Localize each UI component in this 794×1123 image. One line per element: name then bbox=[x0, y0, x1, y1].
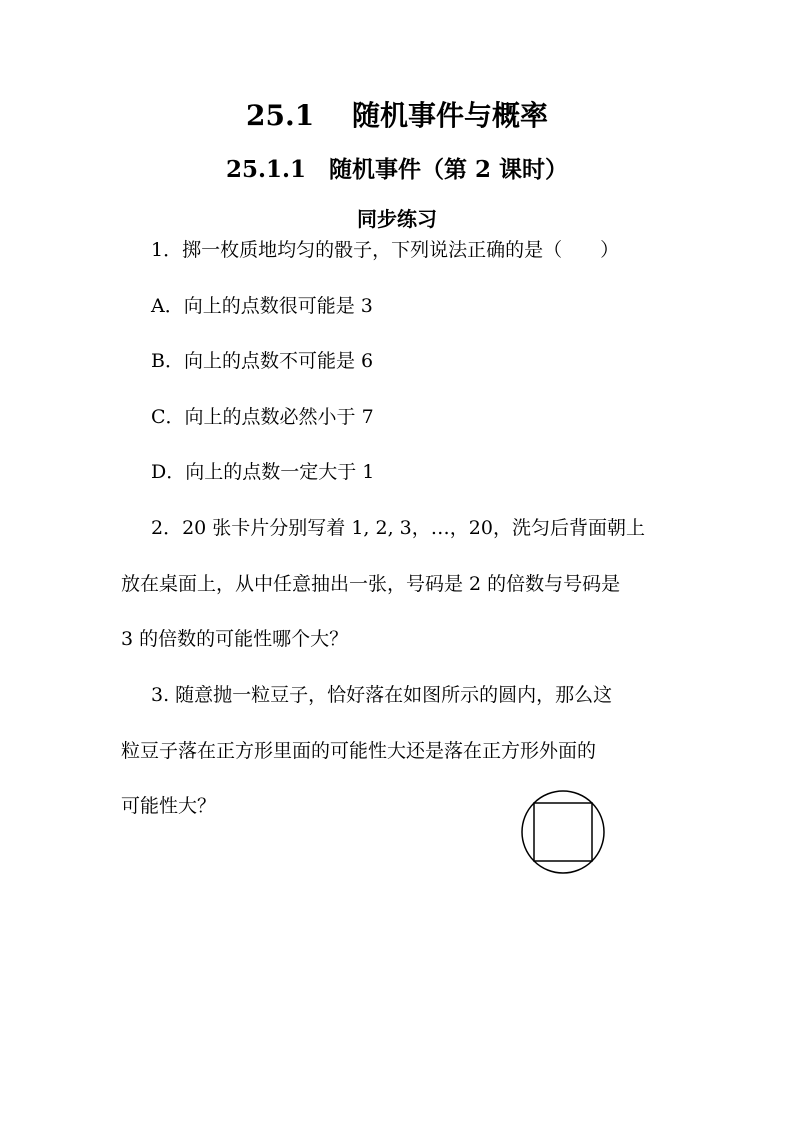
question-3-line-1: 3. 随意抛一粒豆子，恰好落在如图所示的圆内，那么这 bbox=[151, 684, 613, 706]
question-2-line-1: 2．20 张卡片分别写着 1, 2, 3，…，20，洗匀后背面朝上 bbox=[151, 517, 645, 539]
lesson-title: 25.1 随机事件与概率 bbox=[246, 99, 548, 132]
section-heading: 同步练习 bbox=[357, 207, 437, 231]
figure-square bbox=[534, 803, 592, 861]
question-3-line-3: 可能性大？ bbox=[121, 795, 217, 817]
lesson-subtitle: 25.1.1 随机事件（第 2 课时） bbox=[225, 156, 569, 183]
circle-square-figure bbox=[519, 788, 607, 876]
question-1-option-d: D．向上的点数一定大于 1 bbox=[151, 461, 375, 483]
question-1-option-b: B．向上的点数不可能是 6 bbox=[151, 350, 374, 372]
question-3-line-2: 粒豆子落在正方形里面的可能性大还是落在正方形外面的 bbox=[121, 740, 597, 762]
question-1-option-c: C．向上的点数必然小于 7 bbox=[151, 406, 374, 428]
question-2-line-3: 3 的倍数的可能性哪个大？ bbox=[121, 628, 349, 650]
question-1-stem: 1．掷一枚质地均匀的骰子，下列说法正确的是（ ） bbox=[151, 239, 620, 261]
question-2-line-2: 放在桌面上，从中任意抽出一张，号码是 2 的倍数与号码是 bbox=[121, 573, 621, 595]
question-1-option-a: A．向上的点数很可能是 3 bbox=[151, 295, 373, 317]
